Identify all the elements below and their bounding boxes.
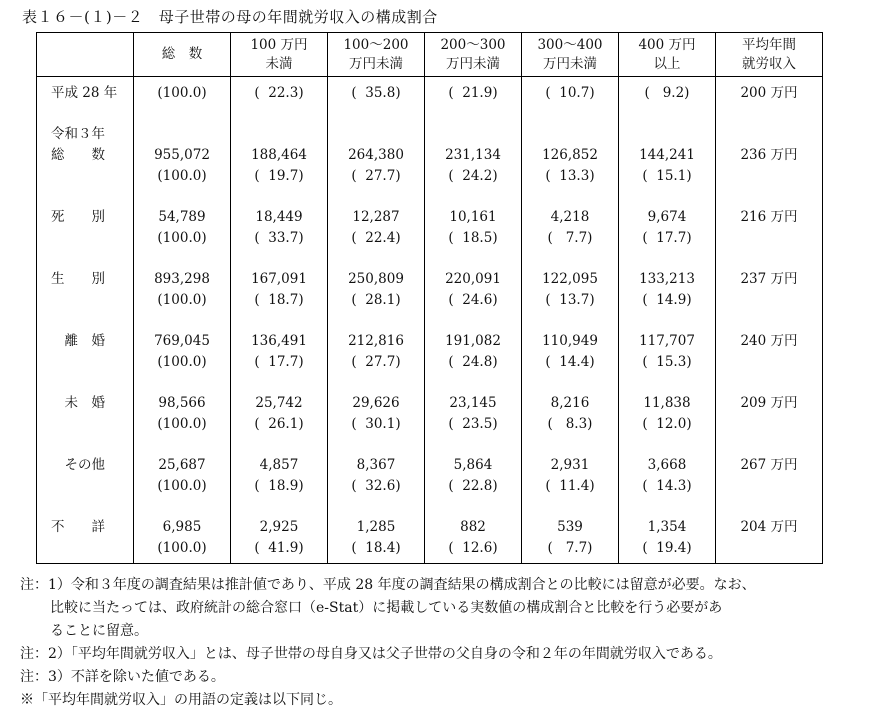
- column-header-text: 300～400: [537, 36, 603, 53]
- table-cell: [425, 77, 522, 111]
- column-header-text: 200～300: [440, 36, 506, 53]
- table-cell: [619, 507, 716, 564]
- table-cell: [425, 321, 522, 383]
- row-label-text: 平成 28 年: [51, 85, 118, 101]
- cell-value: 9,674: [647, 209, 687, 225]
- table-cell: [619, 110, 716, 197]
- cell-value: 769,045: [154, 333, 210, 349]
- cell-value: 4,857: [259, 457, 299, 473]
- table-cell: [134, 321, 231, 383]
- cell-value: [716, 476, 822, 497]
- table-cell: [328, 321, 425, 383]
- table-cell: [522, 197, 619, 259]
- row-label-text: 生 別: [51, 271, 105, 287]
- cell-value: (100.0): [157, 416, 207, 432]
- cell-value: 133,213: [639, 271, 695, 287]
- row-label: [37, 507, 134, 564]
- column-header-text: 就労収入: [742, 55, 796, 72]
- cell-value: ( 14.9): [642, 292, 692, 308]
- column-header-text: 総 数: [161, 46, 203, 62]
- cell-value: 6,985: [162, 519, 202, 535]
- row-label: [37, 110, 134, 197]
- cell-value: ( 18.5): [448, 230, 498, 246]
- cell-value: ( 35.8): [351, 85, 401, 101]
- table-cell: [231, 507, 328, 564]
- cell-value: (100.0): [157, 354, 207, 370]
- cell-value: 216 万円: [740, 209, 798, 225]
- cell-value: (100.0): [157, 540, 207, 556]
- cell-value: 1,285: [356, 519, 396, 535]
- table-cell: [231, 321, 328, 383]
- cell-value: 250,809: [348, 271, 404, 287]
- cell-value: (100.0): [157, 230, 207, 246]
- cell-value: 8,367: [356, 457, 396, 473]
- cell-value: 2,925: [259, 519, 299, 535]
- row-label: [37, 321, 134, 383]
- cell-value: 167,091: [251, 271, 307, 287]
- cell-value: ( 18.7): [254, 292, 304, 308]
- cell-value: 264,380: [348, 147, 404, 163]
- table-cell: [425, 259, 522, 321]
- table-cell: [619, 383, 716, 445]
- table-cell: [231, 383, 328, 445]
- column-header: [328, 33, 425, 77]
- column-header: [716, 33, 823, 77]
- table-cell: [425, 197, 522, 259]
- table-cell: [619, 197, 716, 259]
- cell-value: ( 41.9): [254, 540, 304, 556]
- cell-value: 209 万円: [740, 395, 798, 411]
- row-label: [37, 77, 134, 111]
- cell-value: 11,838: [643, 395, 691, 411]
- column-header: [37, 33, 134, 77]
- note-line: ることに留意。: [50, 623, 148, 639]
- table-cell: [328, 110, 425, 197]
- row-label-text: 離 婚: [51, 333, 105, 349]
- cell-value: 3,668: [647, 457, 687, 473]
- table-cell: [522, 110, 619, 197]
- note-line: 注：3）不詳を除いた値である。: [20, 669, 225, 685]
- cell-value: 54,789: [158, 209, 206, 225]
- cell-value: 220,091: [445, 271, 501, 287]
- cell-value: 200 万円: [740, 85, 798, 101]
- cell-value: 5,864: [453, 457, 493, 473]
- cell-value: ( 32.6): [351, 478, 401, 494]
- table-cell: [134, 445, 231, 507]
- cell-value: 237 万円: [740, 271, 798, 287]
- note-line: 注：2）「平均年間就労収入」とは、母子世帯の母自身又は父子世帯の父自身の令和２年の年間就労収入である。: [20, 646, 722, 662]
- column-header-text: 万円未満: [543, 55, 597, 72]
- table-cell: [328, 383, 425, 445]
- header-row: [37, 33, 823, 77]
- cell-value: (100.0): [157, 478, 207, 494]
- row-label-text: 死 別: [51, 209, 105, 225]
- cell-value: ( 12.6): [448, 540, 498, 556]
- cell-value: ( 24.6): [448, 292, 498, 308]
- table-cell: [231, 197, 328, 259]
- table-cell: [716, 259, 823, 321]
- column-header: [619, 33, 716, 77]
- row-label-text: 不 詳: [51, 519, 105, 535]
- cell-value: ( 24.2): [448, 168, 498, 184]
- table-row: [37, 507, 823, 564]
- cell-value: [716, 290, 822, 311]
- cell-value: ( 7.7): [547, 540, 593, 556]
- table-cell: [134, 197, 231, 259]
- cell-value: 12,287: [352, 209, 400, 225]
- cell-value: 23,145: [449, 395, 497, 411]
- cell-value: ( 14.4): [545, 354, 595, 370]
- cell-value: ( 11.4): [545, 478, 595, 494]
- table-cell: [716, 445, 823, 507]
- row-label: [37, 445, 134, 507]
- column-header: [522, 33, 619, 77]
- column-header-text: 平均年間: [742, 36, 796, 53]
- cell-value: ( 21.9): [448, 85, 498, 101]
- row-label: [37, 383, 134, 445]
- cell-value: 539: [557, 519, 583, 535]
- table-cell: [328, 197, 425, 259]
- cell-value: 240 万円: [740, 333, 798, 349]
- table-row: [37, 445, 823, 507]
- cell-value: 126,852: [542, 147, 598, 163]
- cell-value: 98,566: [158, 395, 206, 411]
- table-cell: [231, 110, 328, 197]
- row-label-text: その他: [51, 457, 105, 473]
- cell-value: 8,216: [550, 395, 590, 411]
- column-header: [134, 33, 231, 77]
- note-line: 注：1）令和３年度の調査結果は推計値であり、平成 28 年度の調査結果の構成割合との比較には留意が必要。なお、: [20, 577, 756, 593]
- cell-value: 1,354: [647, 519, 687, 535]
- cell-value: ( 19.4): [642, 540, 692, 556]
- table-cell: [328, 445, 425, 507]
- notes: [20, 574, 860, 712]
- cell-value: 882: [460, 519, 486, 535]
- cell-value: ( 33.7): [254, 230, 304, 246]
- cell-value: [231, 124, 327, 145]
- cell-value: 25,742: [255, 395, 303, 411]
- cell-value: ( 14.3): [642, 478, 692, 494]
- table-cell: [619, 321, 716, 383]
- table-cell: [425, 383, 522, 445]
- table-cell: [522, 445, 619, 507]
- cell-value: 267 万円: [740, 457, 798, 473]
- cell-value: ( 30.1): [351, 416, 401, 432]
- cell-value: ( 18.4): [351, 540, 401, 556]
- cell-value: [619, 124, 715, 145]
- column-header-text: 万円未満: [349, 55, 403, 72]
- cell-value: ( 22.4): [351, 230, 401, 246]
- cell-value: ( 23.5): [448, 416, 498, 432]
- row-label: [37, 259, 134, 321]
- cell-value: 10,161: [449, 209, 497, 225]
- cell-value: 2,931: [550, 457, 590, 473]
- cell-value: 122,095: [542, 271, 598, 287]
- cell-value: ( 15.3): [642, 354, 692, 370]
- row-label-text: 令和３年: [51, 126, 105, 142]
- column-header-text: 100～200: [343, 36, 409, 53]
- cell-value: ( 18.9): [254, 478, 304, 494]
- cell-value: ( 15.1): [642, 168, 692, 184]
- cell-value: ( 13.3): [545, 168, 595, 184]
- table-row: [37, 197, 823, 259]
- table-cell: [716, 383, 823, 445]
- cell-value: 25,687: [158, 457, 206, 473]
- table-cell: [134, 110, 231, 197]
- cell-value: [716, 166, 822, 187]
- cell-value: 191,082: [445, 333, 501, 349]
- cell-value: 144,241: [639, 147, 695, 163]
- table-cell: [716, 77, 823, 111]
- cell-value: ( 9.2): [644, 85, 690, 101]
- cell-value: [716, 228, 822, 249]
- column-header-text: 100 万円: [250, 36, 308, 53]
- cell-value: (100.0): [157, 85, 207, 101]
- table-cell: [716, 321, 823, 383]
- cell-value: [134, 124, 230, 145]
- cell-value: ( 24.8): [448, 354, 498, 370]
- column-header: [425, 33, 522, 77]
- table-cell: [134, 507, 231, 564]
- column-header-text: 万円未満: [446, 55, 500, 72]
- table-cell: [522, 507, 619, 564]
- table-cell: [134, 383, 231, 445]
- table-cell: [231, 77, 328, 111]
- table-cell: [328, 507, 425, 564]
- cell-value: ( 17.7): [642, 230, 692, 246]
- table-cell: [425, 110, 522, 197]
- cell-value: [716, 352, 822, 373]
- cell-value: ( 19.7): [254, 168, 304, 184]
- cell-value: 117,707: [639, 333, 695, 349]
- column-header: [231, 33, 328, 77]
- column-header-text: 未満: [265, 55, 293, 72]
- cell-value: 204 万円: [740, 519, 798, 535]
- table-cell: [619, 259, 716, 321]
- table-cell: [522, 383, 619, 445]
- cell-value: ( 10.7): [545, 85, 595, 101]
- cell-value: 231,134: [445, 147, 501, 163]
- cell-value: 29,626: [352, 395, 400, 411]
- table-row: [37, 110, 823, 197]
- cell-value: 4,218: [550, 209, 590, 225]
- table-cell: [231, 259, 328, 321]
- table-cell: [134, 77, 231, 111]
- income-table: [36, 32, 823, 564]
- column-header-text: 以上: [653, 55, 681, 72]
- table-row: [37, 321, 823, 383]
- table-cell: [716, 197, 823, 259]
- table-row: [37, 383, 823, 445]
- row-label-text: 未 婚: [51, 395, 105, 411]
- cell-value: 236 万円: [740, 147, 798, 163]
- cell-value: ( 22.3): [254, 85, 304, 101]
- cell-value: 136,491: [251, 333, 307, 349]
- table-cell: [425, 445, 522, 507]
- cell-value: 955,072: [154, 147, 210, 163]
- cell-value: [522, 124, 618, 145]
- table-cell: [619, 77, 716, 111]
- cell-value: 893,298: [154, 271, 210, 287]
- cell-value: [328, 124, 424, 145]
- note-line: ※「平均年間就労収入」の用語の定義は以下同じ。: [20, 692, 342, 708]
- cell-value: ( 28.1): [351, 292, 401, 308]
- table-row: [37, 259, 823, 321]
- cell-value: ( 17.7): [254, 354, 304, 370]
- table-cell: [522, 321, 619, 383]
- cell-value: [716, 124, 822, 145]
- cell-value: 188,464: [251, 147, 307, 163]
- table-cell: [231, 445, 328, 507]
- cell-value: ( 22.8): [448, 478, 498, 494]
- cell-value: ( 27.7): [351, 168, 401, 184]
- cell-value: [716, 538, 822, 559]
- table-title: 表１６－(１)－２ 母子世帯の母の年間就労収入の構成割合: [22, 8, 438, 26]
- table-cell: [716, 507, 823, 564]
- cell-value: 212,816: [348, 333, 404, 349]
- table-cell: [425, 507, 522, 564]
- cell-value: ( 8.3): [547, 416, 593, 432]
- cell-value: 18,449: [255, 209, 303, 225]
- cell-value: ( 7.7): [547, 230, 593, 246]
- table-cell: [522, 259, 619, 321]
- table-cell: [619, 445, 716, 507]
- row-label-text: 総 数: [51, 147, 105, 163]
- cell-value: [716, 414, 822, 435]
- cell-value: ( 12.0): [642, 416, 692, 432]
- note-line: 比較に当たっては、政府統計の総合窓口（e-Stat）に掲載している実数値の構成割合と比較を行う必要があ: [50, 600, 723, 616]
- table-row: [37, 77, 823, 111]
- column-header-text: 400 万円: [638, 36, 696, 53]
- cell-value: ( 13.7): [545, 292, 595, 308]
- table-cell: [134, 259, 231, 321]
- cell-value: ( 26.1): [254, 416, 304, 432]
- cell-value: (100.0): [157, 292, 207, 308]
- cell-value: ( 27.7): [351, 354, 401, 370]
- cell-value: (100.0): [157, 168, 207, 184]
- row-label: [37, 197, 134, 259]
- table-cell: [328, 259, 425, 321]
- table-cell: [328, 77, 425, 111]
- cell-value: 110,949: [542, 333, 598, 349]
- table-cell: [716, 110, 823, 197]
- table-cell: [522, 77, 619, 111]
- cell-value: [425, 124, 521, 145]
